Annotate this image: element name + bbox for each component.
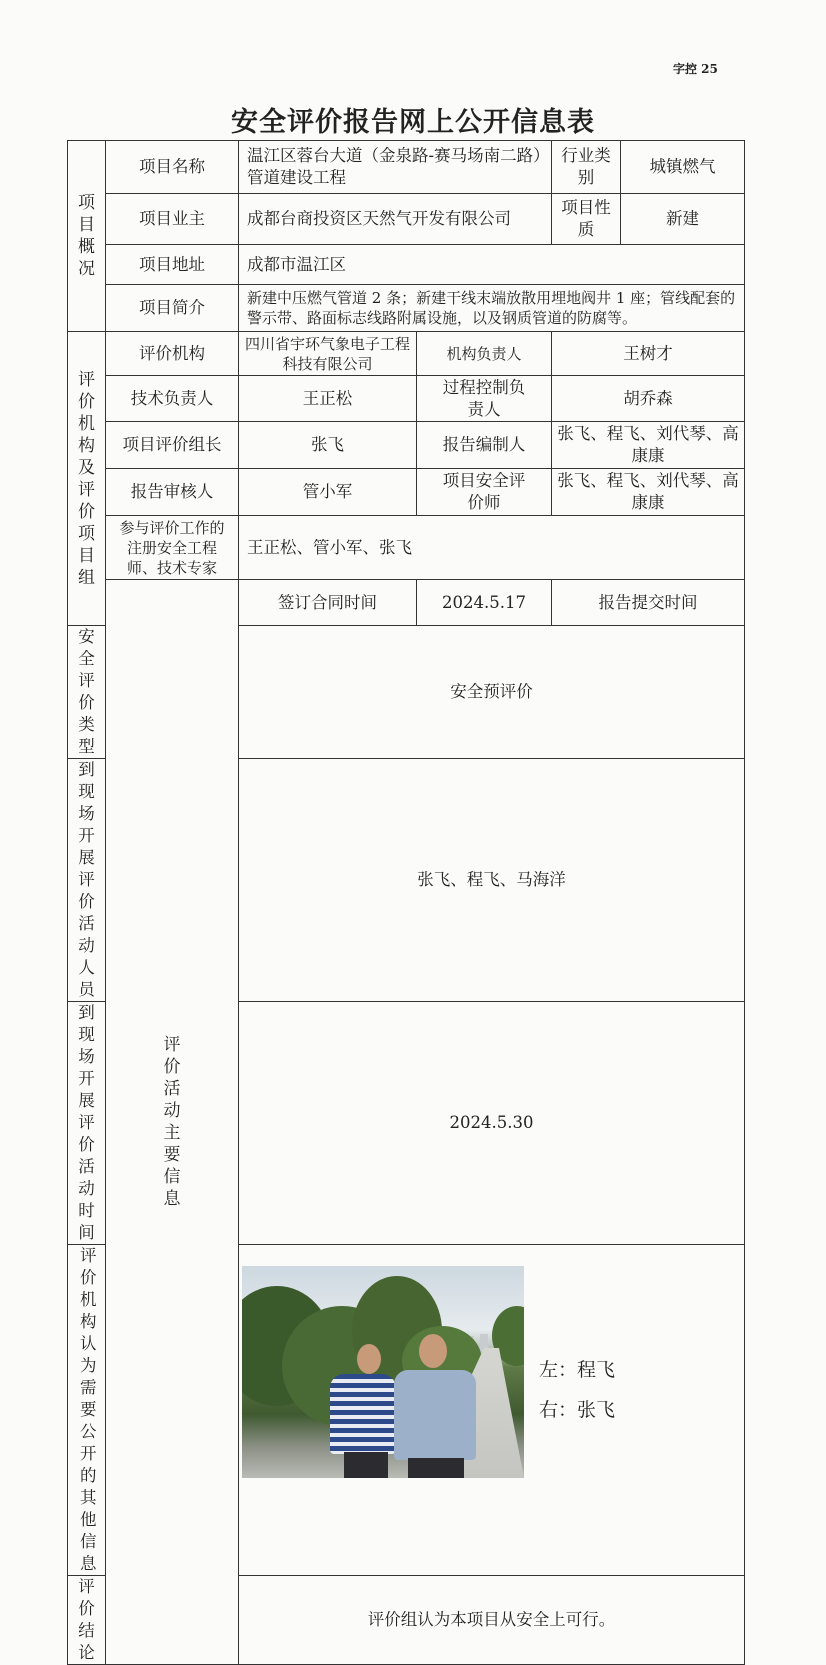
caption-left: 左：程飞	[539, 1359, 616, 1381]
project-address-value: 成都市温江区	[239, 245, 745, 285]
contract-date-label: 签订合同时间	[239, 580, 417, 626]
reviewer-label: 报告审核人	[106, 469, 239, 516]
section-overview: 项目概况	[68, 141, 106, 332]
other-info-label: 评价机构认为需要公开的其他信息	[68, 1245, 106, 1576]
engineers-value: 王正松、管小军、张飞	[239, 516, 745, 580]
tech-lead-value: 王正松	[239, 376, 417, 422]
tech-lead-label: 技术负责人	[106, 376, 239, 422]
submit-date-label: 报告提交时间	[552, 580, 745, 626]
info-table	[67, 140, 745, 1665]
nature-label: 项目性质	[552, 194, 621, 244]
process-control-label: 过程控制负责人	[417, 376, 552, 422]
engineers-label: 参与评价工作的注册安全工程师、技术专家	[106, 516, 239, 580]
site-staff-value: 张飞、程飞、马海洋	[239, 759, 745, 1002]
industry-label: 行业类别	[552, 141, 621, 193]
site-time-value: 2024.5.30	[239, 1002, 745, 1245]
document-number: 字控 25	[673, 62, 718, 76]
nature-value: 新建	[666, 209, 700, 228]
project-intro-value: 新建中压燃气管道 2 条；新建干线末端放散用埋地阀井 1 座；管线配套的警示带、路面标志线路附属设施，以及钢质管道的防腐等。	[239, 285, 745, 332]
conclusion-value: 评价组认为本项目从安全上可行。	[239, 1576, 745, 1665]
site-time-label: 到现场开展评价活动时间	[68, 1002, 106, 1245]
project-intro-label: 项目简介	[106, 285, 239, 332]
conclusion-label: 评价结论	[68, 1576, 106, 1665]
project-name-value: 温江区蓉台大道（金泉路-赛马场南二路）管道建设工程	[239, 141, 552, 194]
caption-right: 右：张飞	[539, 1399, 616, 1421]
section-activity: 评价活动主要信息	[106, 580, 239, 1665]
project-owner-label: 项目业主	[106, 194, 239, 245]
agency-label: 评价机构	[106, 332, 239, 376]
other-info-cell	[239, 1245, 745, 1576]
reviewer-value: 管小军	[239, 469, 417, 516]
project-address-label: 项目地址	[106, 245, 239, 285]
eval-type-value: 安全预评价	[239, 626, 745, 759]
section-org: 评价机构及评价项目组	[68, 332, 106, 626]
report-writer-value: 张飞、程飞、刘代琴、高康康	[552, 422, 745, 469]
site-staff-label: 到现场开展评价活动人员	[68, 759, 106, 1002]
page-title: 安全评价报告网上公开信息表	[231, 107, 595, 138]
eval-type-label: 安全评价类型	[68, 626, 106, 759]
process-control-value: 胡乔森	[552, 376, 745, 422]
org-leader-label: 机构负责人	[417, 332, 552, 376]
site-photo	[242, 1266, 524, 1478]
safety-evaluator-label: 项目安全评价师	[417, 469, 552, 516]
team-lead-label: 项目评价组长	[106, 422, 239, 469]
team-lead-value: 张飞	[239, 422, 417, 469]
agency-value: 四川省宇环气象电子工程科技有限公司	[239, 332, 417, 376]
project-owner-value: 成都台商投资区天然气开发有限公司	[239, 194, 552, 245]
contract-date-value: 2024.5.17	[417, 580, 552, 626]
report-writer-label: 报告编制人	[417, 422, 552, 469]
industry-value: 城镇燃气	[649, 157, 716, 176]
org-leader-value: 王树才	[552, 332, 745, 376]
safety-evaluator-value: 张飞、程飞、刘代琴、高康康	[552, 469, 745, 516]
project-name-label: 项目名称	[106, 141, 239, 194]
